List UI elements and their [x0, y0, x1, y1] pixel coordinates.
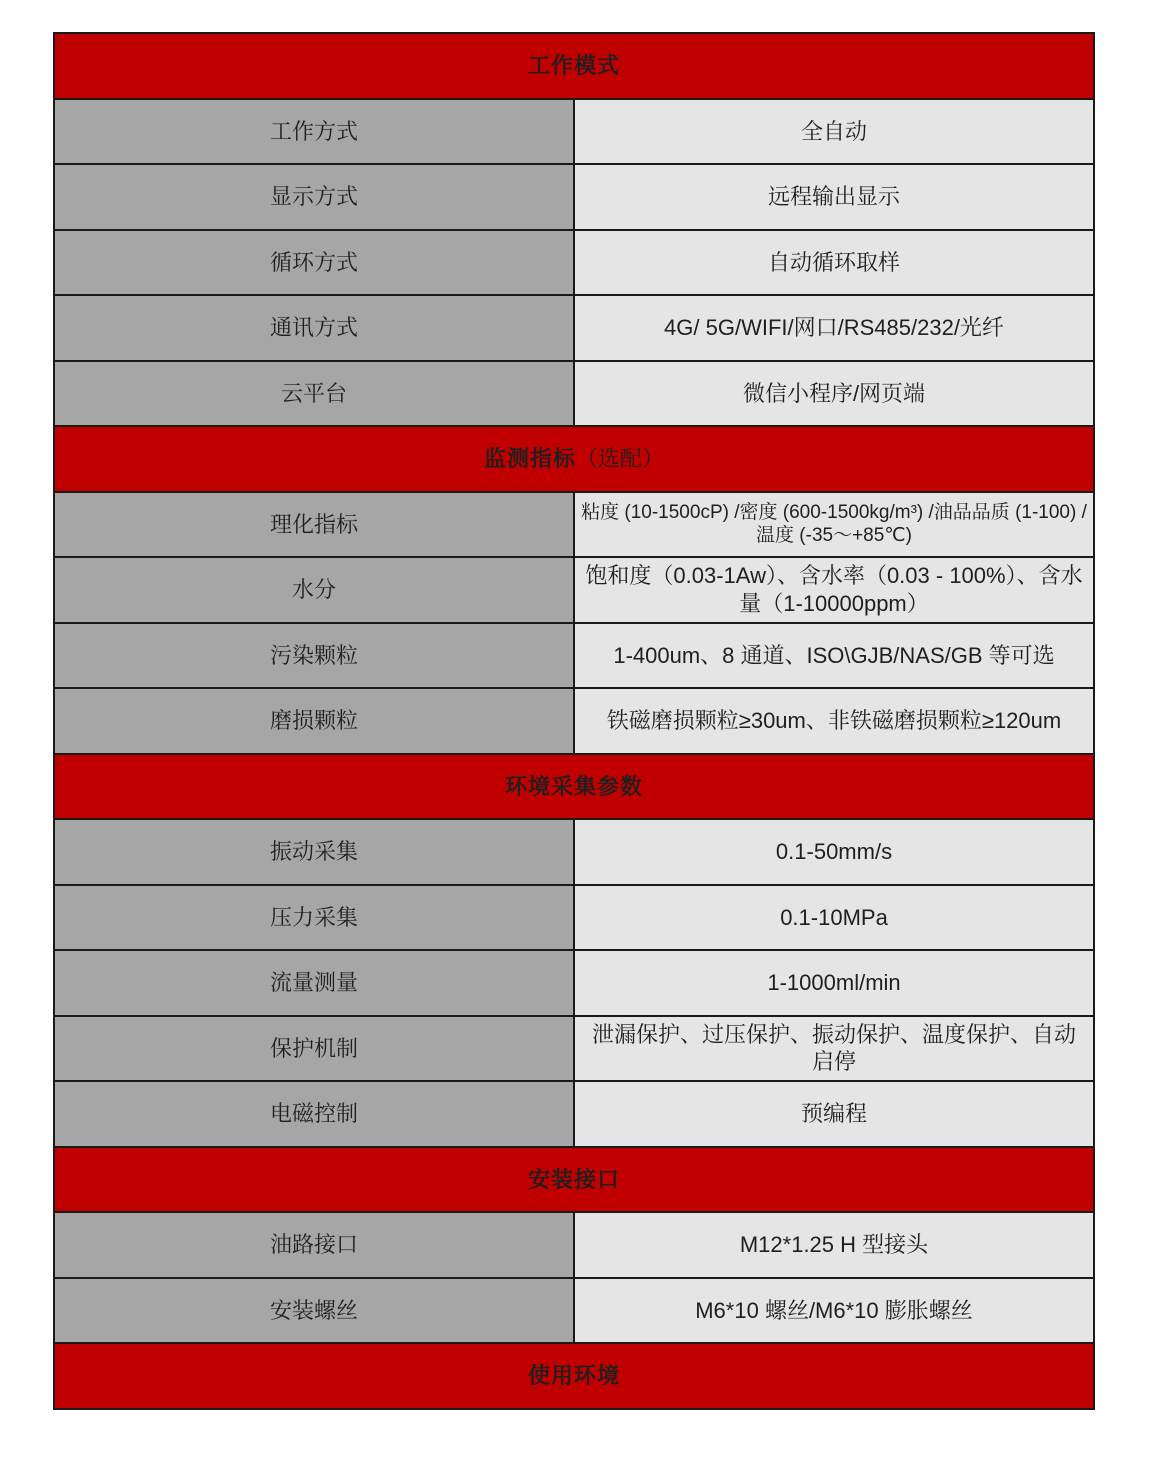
table-row [54, 295, 1094, 361]
table-row [54, 492, 1094, 558]
section-header-1 [54, 33, 1094, 99]
row-label: 流量测量 [54, 950, 574, 1016]
section-row [54, 754, 1094, 820]
row-value: 铁磁磨损颗粒≥30um、非铁磁磨损颗粒≥120um [574, 688, 1094, 754]
section-row [54, 1343, 1094, 1409]
table-row [54, 1016, 1094, 1082]
section-header-2 [54, 426, 1094, 492]
row-label: 通讯方式 [54, 295, 574, 361]
row-value: 4G/ 5G/WIFI/网口/RS485/232/光纤 [574, 295, 1094, 361]
row-label: 压力采集 [54, 885, 574, 951]
section-header-4 [54, 1147, 1094, 1213]
row-label: 油路接口 [54, 1212, 574, 1278]
row-value: M6*10 螺丝/M6*10 膨胀螺丝 [574, 1278, 1094, 1344]
section-row [54, 1147, 1094, 1213]
row-value: 1-1000ml/min [574, 950, 1094, 1016]
row-label: 振动采集 [54, 819, 574, 885]
table-row [54, 557, 1094, 623]
row-value: 远程输出显示 [574, 164, 1094, 230]
row-label: 显示方式 [54, 164, 574, 230]
table-row [54, 99, 1094, 165]
row-label: 污染颗粒 [54, 623, 574, 689]
row-label: 循环方式 [54, 230, 574, 296]
section-row [54, 33, 1094, 99]
row-label: 工作方式 [54, 99, 574, 165]
table-row [54, 164, 1094, 230]
table-row [54, 1278, 1094, 1344]
section-title: 安装接口 [527, 1166, 620, 1192]
table-row [54, 1212, 1094, 1278]
row-value: 0.1-10MPa [574, 885, 1094, 951]
row-value: 泄漏保护、过压保护、振动保护、温度保护、自动启停 [574, 1016, 1094, 1082]
table-row [54, 819, 1094, 885]
row-label: 水分 [54, 557, 574, 623]
section-title: 工作模式 [527, 53, 620, 78]
row-label: 磨损颗粒 [54, 688, 574, 754]
table-row [54, 623, 1094, 689]
row-value: 微信小程序/网页端 [574, 361, 1094, 427]
row-label: 理化指标 [54, 492, 574, 558]
row-value: M12*1.25 H 型接头 [574, 1212, 1094, 1278]
row-value: 饱和度（0.03-1Aw）、含水率（0.03 - 100%）、含水量（1-10000ppm） [574, 557, 1094, 623]
row-value: 自动循环取样 [574, 230, 1094, 296]
row-value: 粘度 (10-1500cP) /密度 (600-1500kg/m³) /油品品质 (1-100) /温度 (-35～+85℃) [574, 492, 1094, 558]
section-row [54, 426, 1094, 492]
row-label: 电磁控制 [54, 1081, 574, 1147]
row-label: 安装螺丝 [54, 1278, 574, 1344]
section-title-suffix: （选配） [576, 446, 665, 471]
section-header-5 [54, 1343, 1094, 1409]
section-header-3 [54, 754, 1094, 820]
table-row [54, 885, 1094, 951]
row-value: 0.1-50mm/s [574, 819, 1094, 885]
table-row [54, 230, 1094, 296]
section-title: 使用环境 [527, 1363, 620, 1388]
table-row [54, 688, 1094, 754]
row-label: 云平台 [54, 361, 574, 427]
table-row [54, 361, 1094, 427]
row-value: 全自动 [574, 99, 1094, 165]
row-value: 预编程 [574, 1081, 1094, 1147]
section-title: 监测指标 [483, 446, 576, 471]
section-title: 环境采集参数 [504, 773, 643, 799]
spec-table [53, 32, 1095, 1410]
table-row [54, 950, 1094, 1016]
row-label: 保护机制 [54, 1016, 574, 1082]
row-value: 1-400um、8 通道、ISO\GJB/NAS/GB 等可选 [574, 623, 1094, 689]
table-row [54, 1081, 1094, 1147]
